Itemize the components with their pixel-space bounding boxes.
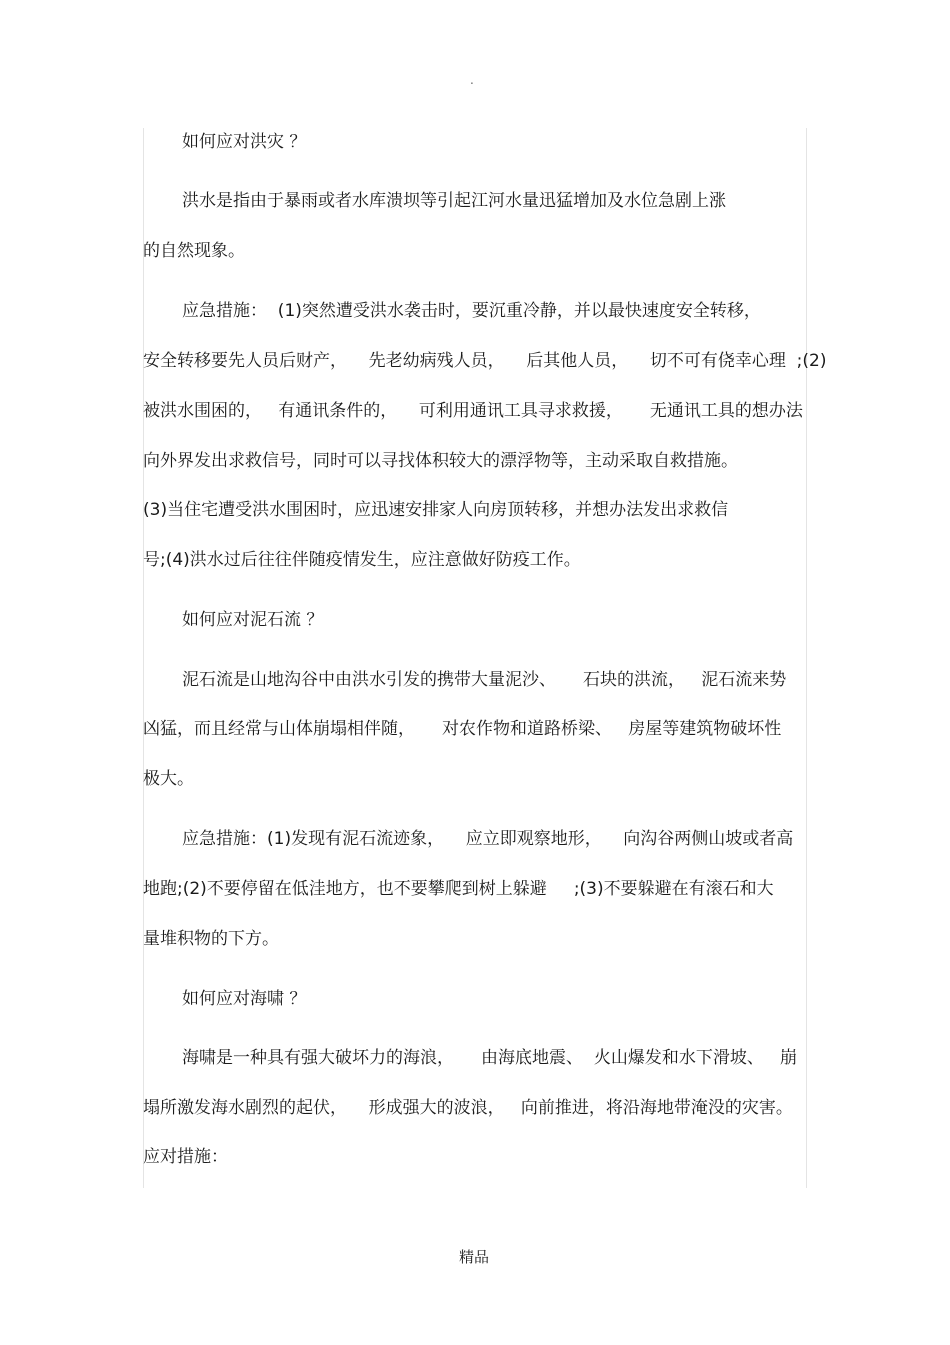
paragraph-line: (3)当住宅遭受洪水围困时，应迅速安排家人向房顶转移，并想办法发出求救信 xyxy=(143,500,729,520)
page-header-mark: . xyxy=(470,73,474,87)
paragraph-line: 应对措施： xyxy=(143,1147,228,1167)
paragraph-line: 号;(4)洪水过后往往伴随疫情发生，应注意做好防疫工作。 xyxy=(143,550,581,570)
paragraph-line: 极大。 xyxy=(143,769,194,789)
paragraph-line: 洪水是指由于暴雨或者水库溃坝等引起江河水量迅猛增加及水位急剧上涨 xyxy=(182,191,726,211)
paragraph-line: 泥石流是山地沟谷中由洪水引发的携带大量泥沙、 石块的洪流， 泥石流来势 xyxy=(182,670,787,690)
content-border-right xyxy=(806,128,807,1188)
paragraph-line: 塌所激发海水剧烈的起伏， 形成强大的波浪， 向前推进，将沿海地带淹没的灾害。 xyxy=(143,1098,793,1118)
paragraph-line: 应急措施：(1)发现有泥石流迹象， 应立即观察地形， 向沟谷两侧山坡或者高 xyxy=(182,829,794,849)
heading-debris-flow: 如何应对泥石流 ？ xyxy=(182,610,324,630)
content-border-left xyxy=(143,128,144,1188)
paragraph-line: 凶猛，而且经常与山体崩塌相伴随， 对农作物和道路桥梁、 房屋等建筑物破坏性 xyxy=(143,719,782,739)
paragraph-line: 被洪水围困的， 有通讯条件的， 可利用通讯工具寻求救援， 无通讯工具的想办法 xyxy=(143,401,803,421)
paragraph-line: 应急措施： (1)突然遭受洪水袭击时，要沉重冷静，并以最快速度安全转移， xyxy=(182,301,761,321)
heading-tsunami: 如何应对海啸 ？ xyxy=(182,989,307,1009)
heading-flood: 如何应对洪灾 ？ xyxy=(182,132,307,152)
paragraph-line: 的自然现象。 xyxy=(143,241,245,261)
paragraph-line: 向外界发出求救信号，同时可以寻找体积较大的漂浮物等，主动采取自救措施。 xyxy=(143,451,738,471)
page-footer-label: 精品 xyxy=(459,1248,490,1266)
paragraph-line: 安全转移要先人员后财产， 先老幼病残人员， 后其他人员， 切不可有侥幸心理 ;(2) xyxy=(143,351,827,371)
paragraph-line: 地跑;(2)不要停留在低洼地方，也不要攀爬到树上躲避 ;(3)不要躲避在有滚石和大 xyxy=(143,879,774,899)
paragraph-line: 量堆积物的下方。 xyxy=(143,929,279,949)
paragraph-line: 海啸是一种具有强大破坏力的海浪， 由海底地震、 火山爆发和水下滑坡、 崩 xyxy=(182,1048,798,1068)
